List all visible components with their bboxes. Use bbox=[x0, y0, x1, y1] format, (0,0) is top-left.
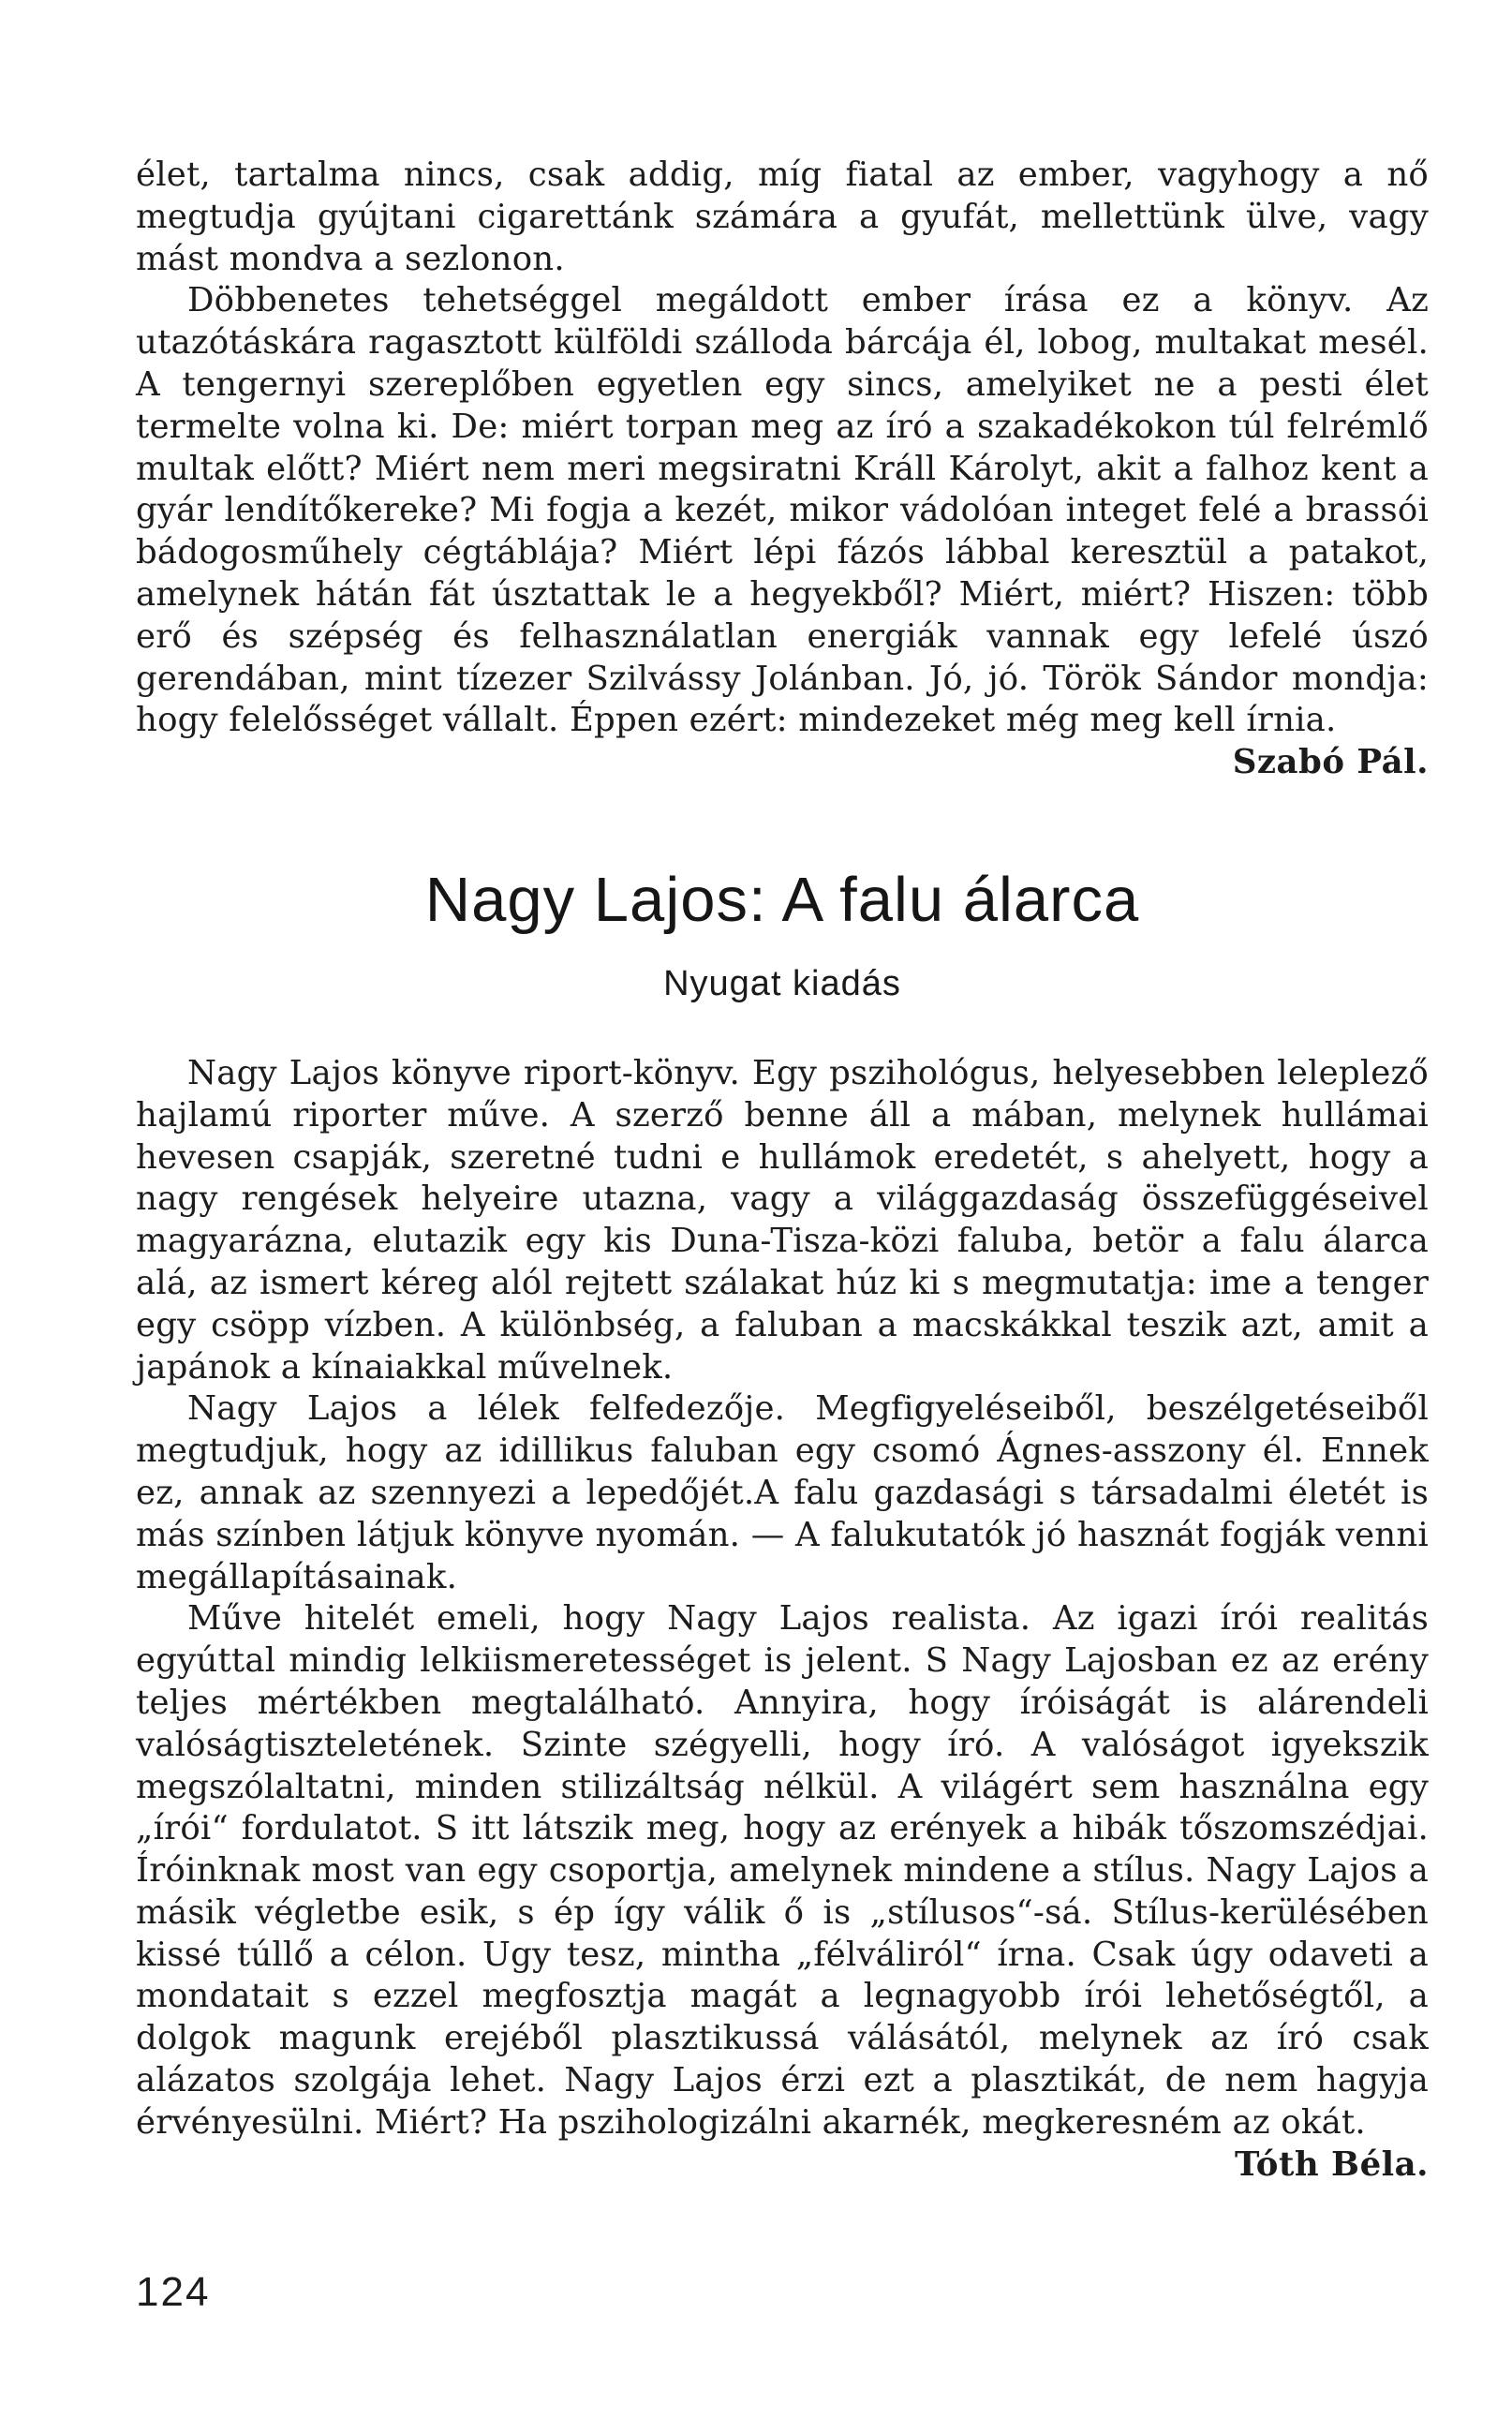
review-title: Nagy Lajos: A falu álarca bbox=[424, 864, 1140, 935]
page-body bbox=[136, 155, 1429, 2186]
review-publisher: Nyugat kiadás bbox=[663, 963, 901, 1003]
prev-review-paragraph-2 bbox=[136, 280, 1429, 782]
review-signature: Tóth Béla. bbox=[1234, 2144, 1429, 2184]
review-paragraph-3-text: Műve hitelét emeli, hogy Nagy Lajos realista. Az igazi írói realitás egyúttal mindig lelkiismeretességet is jelent. S Nagy Lajosban ez az erény teljes mértékben megtalálható. Annyira, hogy íróiságát is alárendeli valóságtiszteletének. Szinte szégyelli, hogy író. A valóságot igyekszik megszólaltatni, minden stilizáltság nélkül. A világért sem használna egy „írói“ fordulatot. S itt látszik meg, hogy az erények a hibák tőszomszédjai. Íróinknak most van egy csoportja, amelynek mindene a stílus. Nagy Lajos a másik végletbe esik, s ép így válik ő is „stílusos“-sá. Stílus-kerülésében kissé túllő a célon. Ugy tesz, mintha „félváliról“ írna. Csak úgy odaveti a mondatait s ezzel megfosztja magát a legnagyobb írói lehetőségtől, a dolgok magunk erejéből plasztikussá válásától, melynek az író csak alázatos szolgája lehet. Nagy Lajos érzi ezt a plasztikát, de nem hagyja érvényesülni. Miért? Ha pszihologizálni akarnék, megkeresném az okát. bbox=[136, 1599, 1429, 2142]
review-paragraph-3 bbox=[136, 1598, 1429, 2184]
review-paragraph-1: Nagy Lajos könyve riport-könyv. Egy pszihológus, helyesebben leleplező hajlamú riporter műve. A szerző benne áll a mában, melynek hullámai hevesen csapják, szeretné tudni e hullámok eredetét, s ahelyett, hogy a nagy rengések helyeire utazna, vagy a világgazdaság összefüggéseivel magyarázna, elutazik egy kis Duna-Tisza-közi faluba, betör a falu álarca alá, az ismert kéreg alól rejtett szálakat húz ki s megmutatja: ime a tenger egy csöpp vízben. A különbség, a faluban a macskákkal teszik azt, amit a japánok a kínaiakkal művelnek. bbox=[136, 1053, 1429, 1387]
prev-review-paragraph-2-text: Döbbenetes tehetséggel megáldott ember írása ez a könyv. Az utazótáskára ragasztott külföldi szálloda bárcája él, lobog, multakat mesél. A tengernyi szereplőben egyetlen egy sincs, amelyiket ne a pesti élet termelte volna ki. De: miért torpan meg az író a szakadékokon túl felrémlő multak előtt? Miért nem meri megsiratni Králl Károlyt, akit a falhoz kent a gyár lendítőkereke? Mi fogja a kezét, mikor vádolóan integet felé a brassói bádogosműhely cégtáblája? Miért lépi fázós lábbal keresztül a patakot, amelynek hátán fát úsztattak le a hegyekből? Miért, miért? Hiszen: több erő és szépség és felhasználatlan energiák vannak egy lefelé úszó gerendában, mint tízezer Szilvássy Jolánban. Jó, jó. Török Sándor mondja: hogy felelősséget vállalt. Éppen ezért: mindezeket még meg kell írnia. bbox=[136, 281, 1429, 740]
page-number: 124 bbox=[136, 2269, 211, 2315]
review-paragraph-2: Nagy Lajos a lélek felfedezője. Megfigyeléseiből, beszélgetéseiből megtudjuk, hogy az idillikus faluban egy csomó Ágnes-asszony él. Ennek ez, annak az szennyezi a lepedőjét.A falu gazdasági s társadalmi életét is más színben látjuk könyve nyomán. — A falukutatók jó hasznát fogják venni megállapításainak. bbox=[136, 1389, 1429, 1596]
prev-review-paragraph-1: élet, tartalma nincs, csak addig, míg fiatal az ember, vagyhogy a nő megtudja gyújtani cigarettánk számára a gyufát, mellettünk ülve, vagy mást mondva a sezlonon. bbox=[136, 156, 1429, 278]
prev-review-signature: Szabó Pál. bbox=[1232, 743, 1429, 782]
